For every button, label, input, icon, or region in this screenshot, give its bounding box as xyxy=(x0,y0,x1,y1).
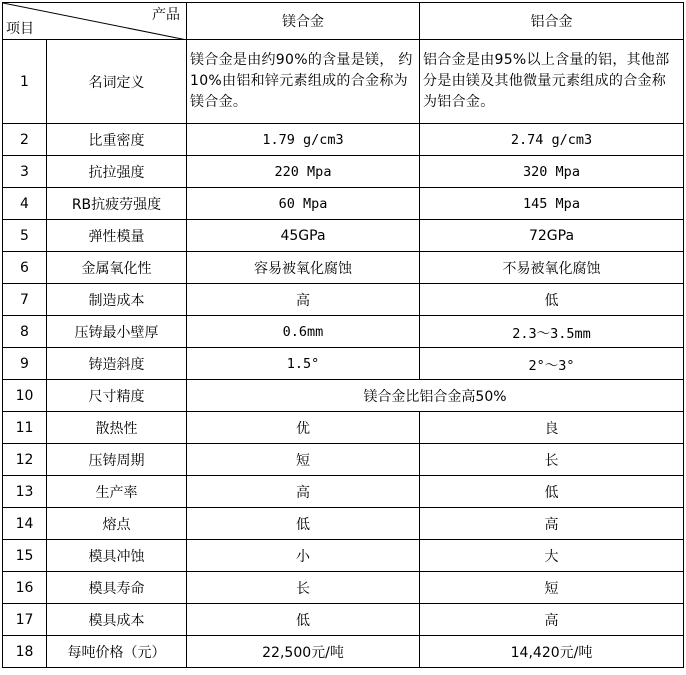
property-name: 压铸最小壁厚 xyxy=(47,316,187,348)
mg-value: 高 xyxy=(187,476,420,508)
table-row xyxy=(3,40,684,124)
property-name: 尺寸精度 xyxy=(47,380,187,412)
row-number: 16 xyxy=(3,572,47,604)
table-row xyxy=(3,540,684,572)
property-name: 弹性模量 xyxy=(47,220,187,252)
property-name: RB抗疲劳强度 xyxy=(47,188,187,220)
mg-value: 60 Mpa xyxy=(187,188,420,220)
row-number: 4 xyxy=(3,188,47,220)
row-number: 6 xyxy=(3,252,47,284)
table-row xyxy=(3,348,684,380)
row-number: 17 xyxy=(3,604,47,636)
mg-value: 长 xyxy=(187,572,420,604)
property-name: 金属氧化性 xyxy=(47,252,187,284)
row-number: 2 xyxy=(3,124,47,156)
al-value: 320 Mpa xyxy=(420,156,684,188)
al-value: 良 xyxy=(420,412,684,444)
al-value: 低 xyxy=(420,284,684,316)
table-row xyxy=(3,604,684,636)
row-number: 7 xyxy=(3,284,47,316)
table-row xyxy=(3,156,684,188)
al-value: 高 xyxy=(420,604,684,636)
comparison-table xyxy=(2,2,684,668)
row-number: 3 xyxy=(3,156,47,188)
mg-value: 0.6mm xyxy=(187,316,420,348)
header-row xyxy=(3,3,684,40)
al-value: 不易被氧化腐蚀 xyxy=(420,252,684,284)
corner-header-cell xyxy=(3,3,187,40)
table-row xyxy=(3,316,684,348)
corner-label-product: 产品 xyxy=(152,7,180,23)
row-number: 14 xyxy=(3,508,47,540)
table-row xyxy=(3,188,684,220)
mg-value: 1.5° xyxy=(187,348,420,380)
al-value: 2°～3° xyxy=(420,348,684,380)
mg-value: 22,500元/吨 xyxy=(187,636,420,668)
corner-label-item: 项目 xyxy=(6,21,34,37)
mg-value: 镁合金是由约90%的含量是镁， 约10%由铝和锌元素组成的合金称为镁合金。 xyxy=(187,40,420,124)
merged-value: 镁合金比铝合金高50% xyxy=(187,380,684,412)
row-number: 12 xyxy=(3,444,47,476)
row-number: 10 xyxy=(3,380,47,412)
row-number: 9 xyxy=(3,348,47,380)
property-name: 生产率 xyxy=(47,476,187,508)
table-row xyxy=(3,124,684,156)
property-name: 每吨价格（元） xyxy=(47,636,187,668)
al-value: 低 xyxy=(420,476,684,508)
row-number: 1 xyxy=(3,40,47,124)
mg-value: 优 xyxy=(187,412,420,444)
al-value: 72GPa xyxy=(420,220,684,252)
property-name: 模具成本 xyxy=(47,604,187,636)
row-number: 8 xyxy=(3,316,47,348)
table-row xyxy=(3,572,684,604)
table-row xyxy=(3,412,684,444)
table-row xyxy=(3,508,684,540)
al-value: 大 xyxy=(420,540,684,572)
table-row xyxy=(3,220,684,252)
mg-value: 220 Mpa xyxy=(187,156,420,188)
mg-value: 1.79 g/cm3 xyxy=(187,124,420,156)
property-name: 散热性 xyxy=(47,412,187,444)
mg-value: 高 xyxy=(187,284,420,316)
table-row xyxy=(3,252,684,284)
property-name: 模具寿命 xyxy=(47,572,187,604)
property-name: 模具冲蚀 xyxy=(47,540,187,572)
property-name: 抗拉强度 xyxy=(47,156,187,188)
row-number: 5 xyxy=(3,220,47,252)
al-value: 铝合金是由95%以上含量的铝，其他部分是由镁及其他微量元素组成的合金称为铝合金。 xyxy=(420,40,684,124)
table-row xyxy=(3,380,684,412)
mg-value: 容易被氧化腐蚀 xyxy=(187,252,420,284)
table-row xyxy=(3,476,684,508)
mg-value: 短 xyxy=(187,444,420,476)
property-name: 名词定义 xyxy=(47,40,187,124)
row-number: 13 xyxy=(3,476,47,508)
table-row xyxy=(3,284,684,316)
al-value: 2.3～3.5mm xyxy=(420,316,684,348)
al-value: 14,420元/吨 xyxy=(420,636,684,668)
property-name: 制造成本 xyxy=(47,284,187,316)
mg-value: 低 xyxy=(187,604,420,636)
al-value: 高 xyxy=(420,508,684,540)
mg-value: 低 xyxy=(187,508,420,540)
property-name: 熔点 xyxy=(47,508,187,540)
row-number: 11 xyxy=(3,412,47,444)
mg-value: 小 xyxy=(187,540,420,572)
al-value: 2.74 g/cm3 xyxy=(420,124,684,156)
table-row xyxy=(3,636,684,668)
property-name: 铸造斜度 xyxy=(47,348,187,380)
al-value: 短 xyxy=(420,572,684,604)
row-number: 15 xyxy=(3,540,47,572)
row-number: 18 xyxy=(3,636,47,668)
al-value: 长 xyxy=(420,444,684,476)
al-value: 145 Mpa xyxy=(420,188,684,220)
property-name: 压铸周期 xyxy=(47,444,187,476)
col-header-al: 铝合金 xyxy=(420,3,684,40)
col-header-mg: 镁合金 xyxy=(187,3,420,40)
table-row xyxy=(3,444,684,476)
property-name: 比重密度 xyxy=(47,124,187,156)
mg-value: 45GPa xyxy=(187,220,420,252)
